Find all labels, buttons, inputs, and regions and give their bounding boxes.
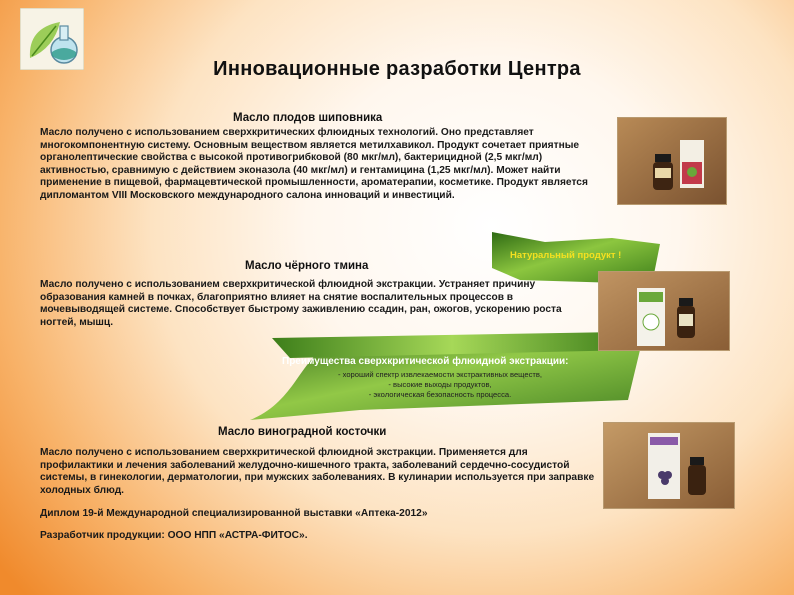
advantages-item-3: - экологическая безопасность процесса.: [368, 390, 512, 399]
page-title: Инновационные разработки Центра: [213, 58, 581, 80]
section-heading-grape-seed: Масло виноградной косточки: [218, 426, 387, 438]
black-cumin-oil-photo: [598, 271, 730, 351]
section-heading-black-cumin: Масло чёрного тмина: [245, 260, 369, 272]
advantages-item-2: - высокие выходы продуктов,: [388, 380, 492, 389]
section-text-grape-seed: Масло получено с использованием сверхкритической флюидной экстракции. Применяется для профилактики и лечения заболеваний желудочно-кишечного тракта, заболеваний сердечно-сосудистой системы, в гинекологии, дерматологии, при мужских заболеваниях. В кулинарии используется при заправке холодных блюд.: [40, 447, 595, 496]
natural-product-badge: Натуральный продукт !: [510, 250, 622, 261]
advantages-heading: Преимущества сверхкритической флюидной экстракции:: [282, 356, 569, 367]
diploma-text: Диплом 19-й Международной специализированной выставки «Аптека-2012»: [40, 508, 428, 519]
grape-seed-oil-photo: [603, 422, 735, 509]
advantages-item-1: - хороший спектр извлекаемости экстрактивных веществ,: [337, 370, 542, 379]
section-text-black-cumin: Масло получено с использованием сверхкритической флюидной экстракции. Устраняет причину образования камней в почках, благоприятно влияет на снятие воспалительных процессов в мочевыводящей системе. Способствует быстрому заживлению ссадин, ран, ожогов, ускорению роста ногтей, мышц.: [40, 279, 562, 328]
section-heading-rosehip: Масло плодов шиповника: [233, 112, 383, 124]
developer-text: Разработчик продукции: ООО НПП «АСТРА-ФИТОС».: [40, 530, 308, 541]
section-text-rosehip: Масло получено с использованием сверхкритических флюидных технологий. Оно представляет многокомпонентную систему. Основным веществом является метилхавикол. Продукт сочетает приятные органолептические свойства с высокой противогрибковой (80 мкг/мл), бактерицидной (2,5 мкг/мл) активностью, сравнимую с действием эконазола (40 мкг/мл) и гентамицина (1,25 мкг/мл). Может найти применение в пищевой, фармацевтической промышленности, ароматерапии, косметике. Продукт является дипломантом VIII Московского международного салона инноваций и инвестиций.: [40, 127, 588, 201]
